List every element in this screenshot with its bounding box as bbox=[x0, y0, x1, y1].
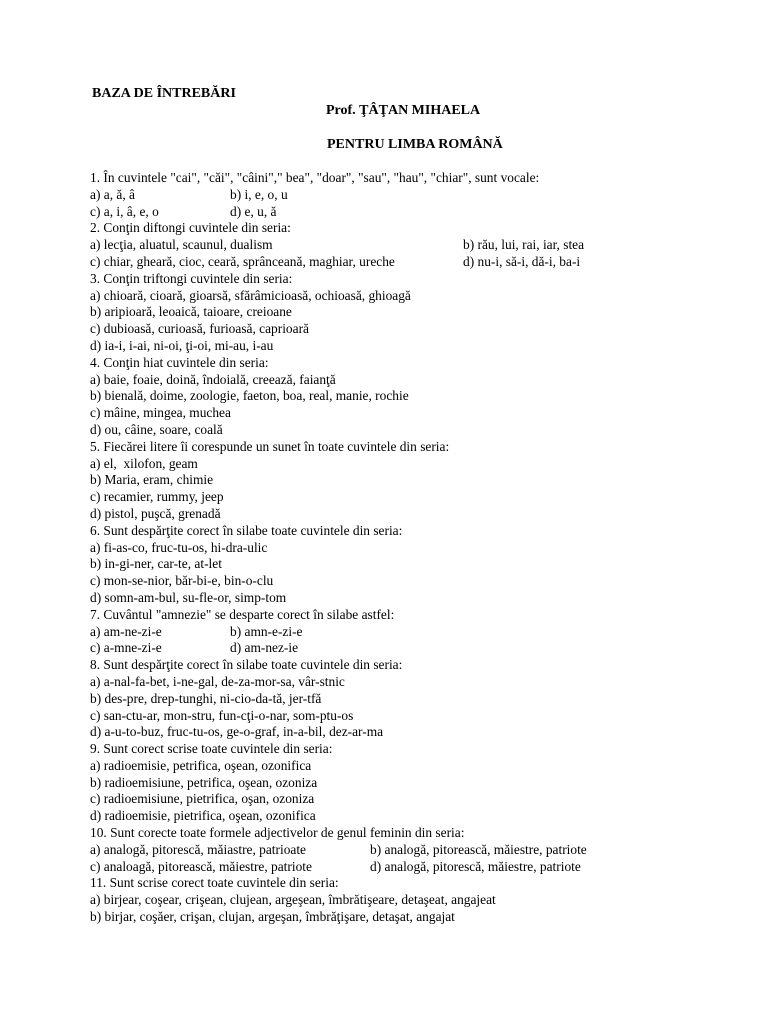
text-line bbox=[90, 388, 730, 405]
text-line bbox=[90, 372, 730, 389]
answer-option-right: d) analogă, pitorescă, măiestre, patriote bbox=[370, 858, 581, 874]
line-text: b) birjar, coşăer, crişan, clujan, argeşan, îmbrăţişare, detaşat, angajat bbox=[90, 909, 455, 925]
text-line bbox=[90, 775, 730, 792]
line-text: 1. În cuvintele "cai", "căi", "câini"," bea", "doar", "sau", "hau", "chiar", sunt vocale: bbox=[90, 170, 540, 185]
line-text: a) radioemisie, petrifica, oşean, ozonifica bbox=[90, 757, 312, 773]
line-text: a) birjear, coşear, crişean, clujean, argeşean, îmbrătişeare, detaşeat, angajeat bbox=[90, 892, 496, 908]
line-text: c) chiar, gheară, cioc, ceară, sprânceană, maghiar, ureche bbox=[90, 253, 395, 269]
line-text: d) ia-i, i-ai, ni-oi, ţi-oi, mi-au, i-au bbox=[90, 337, 274, 353]
text-line bbox=[90, 271, 730, 288]
answer-option-right: b) i, e, o, u bbox=[230, 186, 288, 202]
author-name: Prof. ŢÂŢAN MIHAELA bbox=[326, 103, 481, 118]
text-line bbox=[90, 170, 730, 187]
text-line bbox=[90, 304, 730, 321]
line-text: c) mon-se-nior, băr-bi-e, bin-o-clu bbox=[90, 573, 274, 589]
text-line bbox=[90, 321, 730, 338]
line-text: 11. Sunt scrise corect toate cuvintele din seria: bbox=[90, 875, 339, 891]
text-line bbox=[90, 624, 730, 641]
text-line bbox=[90, 472, 730, 489]
text-line bbox=[90, 456, 730, 473]
answer-option-right: d) nu-i, să-i, dă-i, ba-i bbox=[463, 253, 581, 269]
answer-option-right: b) amn-e-zi-e bbox=[230, 623, 303, 639]
text-line bbox=[90, 640, 730, 657]
line-text: b) des-pre, drep-tunghi, ni-cio-da-tă, jer-tfă bbox=[90, 690, 322, 706]
text-line bbox=[90, 439, 730, 456]
line-text: c) radioemisiune, pietrifica, oşan, ozoniza bbox=[90, 791, 315, 807]
line-text: 3. Conţin triftongi cuvintele din seria: bbox=[90, 270, 293, 286]
line-text: b) aripioară, leoaică, taioare, creioane bbox=[90, 304, 292, 320]
line-text: c) a, i, â, e, o bbox=[90, 203, 159, 219]
text-line bbox=[90, 422, 730, 439]
line-text: c) recamier, rummy, jeep bbox=[90, 489, 224, 505]
line-text: a) am-ne-zi-e bbox=[90, 623, 162, 639]
text-line bbox=[90, 825, 730, 842]
line-text: c) mâine, mingea, muchea bbox=[90, 405, 231, 421]
text-line bbox=[90, 237, 730, 254]
text-line bbox=[90, 573, 730, 590]
line-text: b) Maria, eram, chimie bbox=[90, 472, 214, 488]
text-line bbox=[90, 607, 730, 624]
text-line bbox=[90, 523, 730, 540]
line-text: d) a-u-to-buz, fruc-tu-os, ge-o-graf, in-a-bil, dez-ar-ma bbox=[90, 724, 384, 740]
line-text: a) a-nal-fa-bet, i-ne-gal, de-za-mor-sa, vâr-stnic bbox=[90, 673, 345, 689]
line-text: a) analogă, pitorescă, măiastre, patrioate bbox=[90, 841, 307, 857]
question-list bbox=[90, 170, 730, 926]
text-line bbox=[90, 540, 730, 557]
line-text: a) lecţia, aluatul, scaunul, dualism bbox=[90, 237, 273, 253]
line-text: b) radioemisiune, petrifica, oşean, ozoniza bbox=[90, 774, 318, 790]
text-line bbox=[90, 288, 730, 305]
line-text: 4. Conţin hiat cuvintele din seria: bbox=[90, 354, 269, 370]
text-line bbox=[90, 338, 730, 355]
text-line bbox=[90, 909, 730, 926]
text-line bbox=[90, 556, 730, 573]
line-text: 6. Sunt despărţite corect în silabe toate cuvintele din seria: bbox=[90, 522, 403, 538]
text-line bbox=[90, 875, 730, 892]
line-text: a) fi-as-co, fruc-tu-os, hi-dra-ulic bbox=[90, 539, 268, 555]
answer-option-right: b) analogă, pitorească, măiestre, patriote bbox=[370, 841, 587, 857]
line-text: d) ou, câine, soare, coală bbox=[90, 421, 223, 437]
text-line bbox=[90, 708, 730, 725]
text-line bbox=[90, 355, 730, 372]
line-text: c) a-mne-zi-e bbox=[90, 640, 162, 656]
document-title: BAZA DE ÎNTREBĂRI bbox=[92, 86, 236, 101]
line-text: c) san-ctu-ar, mon-stru, fun-cţi-o-nar, som-ptu-os bbox=[90, 707, 354, 723]
text-line bbox=[90, 254, 730, 271]
line-text: 2. Conţin diftongi cuvintele din seria: bbox=[90, 220, 291, 236]
text-line bbox=[90, 724, 730, 741]
line-text: 10. Sunt corecte toate formele adjectivelor de genul feminin din seria: bbox=[90, 825, 465, 841]
text-line bbox=[90, 405, 730, 422]
text-line bbox=[90, 187, 730, 204]
text-line bbox=[90, 741, 730, 758]
answer-option-right: d) e, u, ă bbox=[230, 203, 277, 219]
line-text: 8. Sunt despărţite corect în silabe toate cuvintele din seria: bbox=[90, 657, 403, 673]
line-text: 9. Sunt corect scrise toate cuvintele din seria: bbox=[90, 741, 333, 757]
text-line bbox=[90, 590, 730, 607]
answer-option-right: b) rău, lui, rai, iar, stea bbox=[463, 237, 585, 253]
line-text: d) somn-am-bul, su-fle-or, simp-tom bbox=[90, 589, 287, 605]
text-line bbox=[90, 657, 730, 674]
text-line bbox=[90, 842, 730, 859]
line-text: b) bienală, doime, zoologie, faeton, boa, real, manie, rochie bbox=[90, 388, 409, 404]
text-line bbox=[90, 791, 730, 808]
text-line bbox=[90, 674, 730, 691]
answer-option-right: d) am-nez-ie bbox=[230, 640, 299, 656]
text-line bbox=[90, 489, 730, 506]
text-line bbox=[90, 506, 730, 523]
line-text: d) pistol, puşcă, grenadă bbox=[90, 505, 221, 521]
text-line bbox=[90, 892, 730, 909]
text-line bbox=[90, 204, 730, 221]
line-text: a) chioară, cioară, gioarsă, sfărâmicioasă, ochioasă, ghioagă bbox=[90, 287, 411, 303]
text-line bbox=[90, 220, 730, 237]
text-line bbox=[90, 758, 730, 775]
line-text: d) radioemisie, pietrifica, oşean, ozonifica bbox=[90, 808, 316, 824]
document-subtitle: PENTRU LIMBA ROMÂNĂ bbox=[327, 137, 503, 152]
line-text: a) el, xilofon, geam bbox=[90, 455, 198, 471]
line-text: 7. Cuvântul "amnezie" se desparte corect în silabe astfel: bbox=[90, 606, 395, 622]
text-line bbox=[90, 691, 730, 708]
line-text: 5. Fiecărei litere îi corespunde un sunet în toate cuvintele din seria: bbox=[90, 438, 450, 454]
line-text: c) analoagă, pitorească, măiestre, patriote bbox=[90, 858, 312, 874]
text-line bbox=[90, 859, 730, 876]
line-text: a) baie, foaie, doină, îndoială, creează, faianţă bbox=[90, 371, 336, 387]
line-text: b) in-gi-ner, car-te, at-let bbox=[90, 556, 222, 572]
text-line bbox=[90, 808, 730, 825]
line-text: a) a, ă, â bbox=[90, 186, 135, 202]
line-text: c) dubioasă, curioasă, furioasă, caprioară bbox=[90, 321, 309, 337]
